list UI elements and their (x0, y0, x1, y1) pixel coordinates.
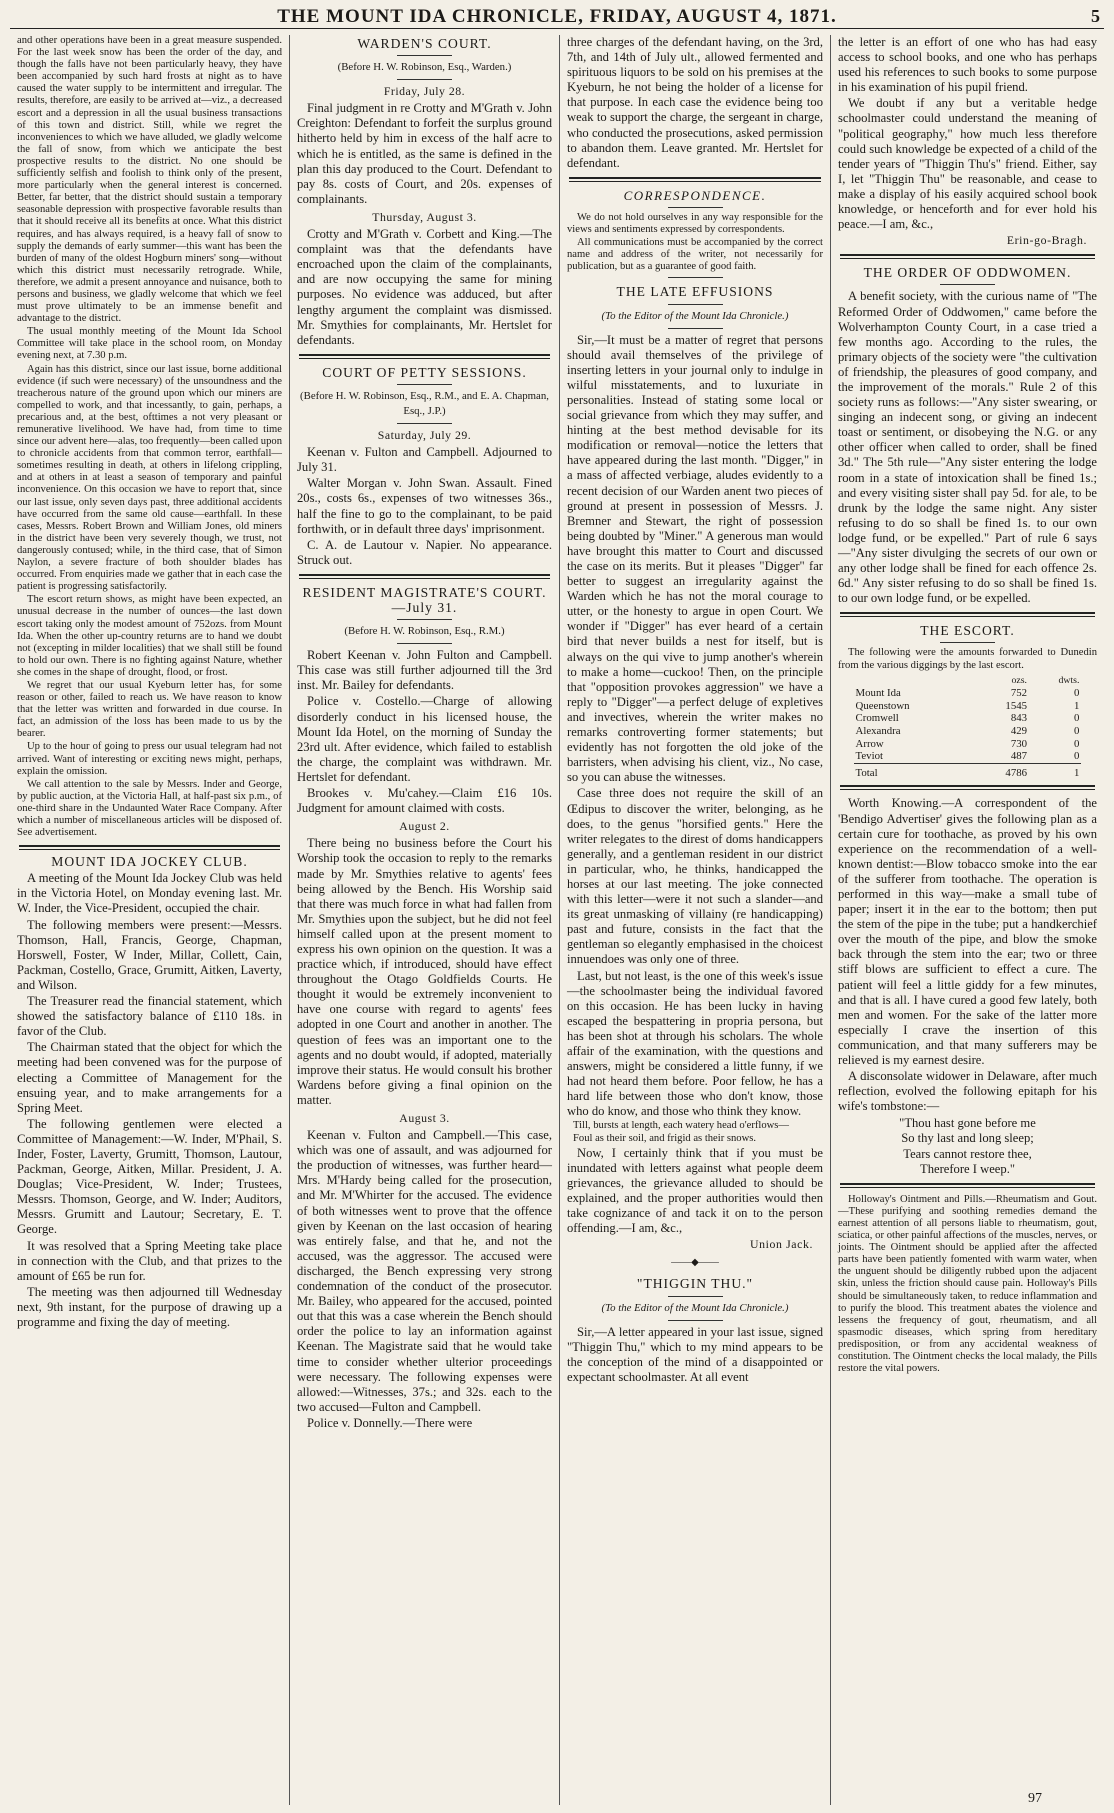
letter-paragraph: the letter is an effort of one who has had easy access to school books, and one who has perhaps used his references to such books to some purpose in his examination of his pupil friend. (838, 35, 1097, 95)
column-header-dwts: dwts. (1058, 674, 1080, 686)
poem-line: "Thou hast gone before me (899, 1116, 1036, 1131)
escort-table (854, 675, 1082, 780)
table-total-row (854, 763, 1082, 779)
thiggin-thu-heading: "THIGGIN THU." (636, 1276, 754, 1292)
escort-intro: The following were the amounts forwarded to Dunedin from the various diggings by the last escort. (838, 647, 1097, 671)
column-paragraph: We regret that our usual Kyeburn letter has, for some reason or other, failed to reach us. We have reason to know that the letter was written and forwarded in due course. In fact, an admission of the loss has been made to us by the bearer. (17, 679, 282, 740)
short-rule (668, 1320, 723, 1321)
column-1 (10, 35, 289, 1805)
ornament-divider: ——◆—— (671, 1257, 719, 1269)
court-paragraph: Robert Keenan v. John Fulton and Campbell. This case was still further adjourned till the 3rd inst. Mr. Bailey for defendants. (297, 648, 552, 693)
escort-ozs: 752 (1010, 687, 1028, 700)
court-date: Friday, July 28. (383, 84, 466, 99)
short-rule (668, 207, 723, 208)
article-paragraph: A disconsolate widower in Delaware, after much reflection, evolved the following epitaph for his wife's tombstone:— (838, 1069, 1097, 1114)
section-divider (840, 1183, 1095, 1188)
corner-mark: 97 (1028, 1791, 1042, 1806)
letter-paragraph: Now, I certainly think that if you must be inundated with letters against what people deem grievances, the grievance alluded to should be explained, and the proper authorities would then take cognizance of and tack it on to the person offending.—I am, &c., (567, 1145, 823, 1236)
escort-dwts: 0 (1074, 725, 1080, 738)
section-divider (840, 612, 1095, 617)
court-paragraph: Keenan v. Fulton and Campbell.—This case, which was one of assault, and was adjourned for the production of witnesses, was further heard—Mrs. M'Hardy being called for the prosecution, and Mr. M'Whirter for the accused. The evidence of both witnesses went to prove that the offence given by Keenan on the last occasion of hearing was entirely false, and that he, and not the accused, was the aggressor. The accused were discharged, the Bench expressing very strong condemnation of the conduct of the prosecutor. Mr. Bailey, who appeared for the accused, pointed out that this was a case wherein the Bench should order the police to lay an information against Keenan. The Magistrate said that he would take time to consider whether ulterior proceedings were necessary. The following expenses were allowed:—Witnesses, 37s.; and 32s. each to the two accused—Fulton and Campbell. (297, 1128, 552, 1414)
letter-paragraph: We doubt if any but a veritable hedge schoolmaster could understand the meaning of "political geography," how much less therefore could such knowledge be expected of a child of the tender years of "Thiggin Thu's" friend. Either, say I, let "Thiggin Thu" be reasonable, and cease to make a display of his easily acquired school book knowledge, or henceforth and for ever hold his peace.—I am, &c., (838, 96, 1097, 232)
advertisement-holloway: Holloway's Ointment and Pills.—Rheumatism and Gout.—These purifying and soothing remedies demand the earnest attention of all persons liable to rheumatism, gout, sciatica, or other painful affections of the muscles, nerves, or joints. The Ointment should be applied after the affected parts have been patiently fomented with warm water, when the unguent should be diligently rubbed upon the adjacent skin, unless the friction should cause pain. Holloway's Pills should be simultaneously taken, to reduce inflammation and to purify the blood. This treatment abates the violence and lessens the frequency of gout, rheumatism, and all spasmodic diseases, which spring from hereditary predisposition, or from any accidental weakness of constitution. The Ointment checks the local malady, the Pills restore the vital powers. (838, 1193, 1097, 1375)
letter-paragraph: Sir,—It must be a matter of regret that persons should avail themselves of the privilege of inserting letters in your journal only to indulge in wilful misstatements, and to luxuriate in personalities. Instead of stating some local or social grievance from which they may suffer, and hinting at the best method devisable for its modification or removal—notice the letters that have appeared during the last month. "Digger," in a mass of affected verbiage, aludes evidently to a recent decision of our Warden anent two pieces of ground at present in possession of Messrs. J. Bremner and Stewart, the right of possession being doubted by "Miner." A generous man would have brought this matter to Court and discussed the case on its merits. But it pleases "Digger" far better to suggest an irregularity against the Warden which he has not the moral courage to utter, or the honesty to argue in open Court. We wonder if "Digger" has ever heard of a certain bird that never builds a nest for itself, but is always on the qui vive to jump another's wherein to make a home—cuckoo! Then, on the principle that "opposition provokes aggression" we have a reply to "Digger"—a perfect deluge of expletives and invectives, wherein the writer makes no remarks controverting former statements; but evidently has not forgotten the old joke of the barristers, when advising his client, viz., No case, so you can abuse the witnesses. (567, 332, 823, 785)
resident-magistrate-subheading: (Before H. W. Robinson, Esq., R.M.) (344, 625, 505, 638)
short-rule (940, 642, 995, 643)
columns (10, 35, 1104, 1805)
poem-line: Therefore I weep." (920, 1161, 1015, 1176)
wardens-court-heading: WARDEN'S COURT. (357, 36, 492, 51)
short-rule (668, 1296, 723, 1297)
column-paragraph: The escort return shows, as might have been expected, an unusual decrease in the number of ounces—the last down escort taking only the modest amount of 752ozs. from Mount Ida. When the other up-country returns are to hand we doubt not (excepting in milder localities) that we shall still be found to hold our own. There is no fighting against Nature, whether she comes in the shape of drought, flood, or frost. (17, 594, 282, 678)
letter-paragraph: Case three does not require the skill of an Œdipus to discover the writer, belonging, as he does, to the genus "horsified gents." Here the writer relegates to the direst of doms handicappers generally, and a gentleman resident in our district in particular, who, he thinks, handicapped the horses at our last meeting. The joke connected with this letter—were it not such a slander—and its great unmasking of villainy (re handicapping) past and future, consists in the fact that the gentleman so elegantly emphasised in the choicest innuendoes was only one of three. (567, 786, 823, 967)
court-paragraph: Final judgment in re Crotty and M'Grath v. John Creighton: Defendant to forfeit the surplus ground hitherto held by him in excess of the half acre to which he is entitled, as the same is defined in the plan this day produced to the Court. Defendant to pay 8s. costs of Court, and 20s. expenses of complainants. (297, 101, 552, 206)
court-date: August 3. (399, 1111, 450, 1125)
table-header-row (854, 675, 1082, 688)
short-rule (668, 304, 723, 305)
column-3 (559, 35, 830, 1805)
letter-paragraph: Last, but not least, is the one of this week's issue—the schoolmaster being the individual favored on this occasion. He has been lucky in having escaped the bespattering in propria persona, but has been shot at through his scholars. The whole affair of the examination, with the questions and answers, might be considered a little funny, if we had not heard them before. Poor fellow, he has a hard life between those who don't know, those who do know, and those who think they know. (567, 968, 823, 1119)
jockey-paragraph: It was resolved that a Spring Meeting take place in connection with the Club, and that prizes to the amount of £65 be run for. (17, 1238, 282, 1283)
letter-quote: Till, bursts at length, each watery head o'erflows— Foul as their soil, and frigid as their snows. (573, 1120, 789, 1144)
table-row (854, 750, 1082, 763)
escort-place: Teviot (855, 750, 883, 763)
short-rule (397, 55, 452, 56)
section-divider (840, 785, 1095, 790)
oddwomen-heading: THE ORDER OF ODDWOMEN. (863, 265, 1072, 281)
escort-ozs: 429 (1010, 725, 1028, 738)
escort-place: Alexandra (855, 725, 901, 738)
escort-ozs: 843 (1010, 712, 1028, 725)
escort-place: Cromwell (855, 712, 899, 725)
petty-sessions-heading: COURT OF PETTY SESSIONS. (322, 364, 527, 380)
escort-dwts: 0 (1074, 737, 1080, 750)
masthead (10, 6, 1104, 29)
table-row (854, 687, 1082, 700)
escort-total-dwts: 1 (1029, 763, 1081, 779)
section-divider (19, 845, 280, 850)
jockey-paragraph: The meeting was then adjourned till Wednesday next, 9th instant, for the purpose of drawing up a programme and fixing the day of meeting. (17, 1284, 282, 1329)
escort-ozs: 730 (1010, 737, 1028, 750)
escort-dwts: 0 (1074, 687, 1080, 700)
short-rule (397, 384, 452, 385)
table-row (854, 738, 1082, 751)
article-paragraph: A benefit society, with the curious name of "The Reformed Order of Oddwomen," came before the Wolverhampton County Court, in a case tried a few months ago. According to the rules, the primary objects of the society were "the cultivation of friendship, the pleasures of good company, and the improvement of the morals." Rule 2 of this society runs as follows:—"Any sister swearing, or singing an indecent song, or giving an indecent toast or sentiment, or disobeying the N.G. or any other officer when called to order, shall be fined 3d." The 5th rule—"Any sister entering the lodge room in a state of intoxication shall be fined 1s.; and every visiting sister shall pay 5d. for ale, to be drunk by the lodge the same night. Any sister refusing to do so shall be fined 1s. to our own lodge fund, or be expelled." Part of rule 6 says—"Any sister divulging the secrets of our own or any other lodge shall be fined for each offence 2s. 6d." Any sister refusing to do so shall be fined 1s. to our own lodge fund, or be expelled. (838, 289, 1097, 606)
section-divider (299, 574, 550, 579)
section-divider (569, 177, 821, 182)
escort-dwts: 0 (1074, 712, 1080, 725)
poem-line: So thy last and long sleep; (901, 1131, 1034, 1146)
letter-paragraph: Sir,—A letter appeared in your last issue, signed "Thiggin Thu," which to my mind appears to be the conception of the mind of a disappointed or expectant schoolmaster. At all event (567, 1324, 823, 1384)
page-number: 5 (1091, 6, 1100, 26)
correspondence-heading: CORRESPONDENCE. (623, 187, 767, 203)
court-paragraph: There being no business before the Court his Worship took the occasion to reply to the remarks made by Mr. Smythies relative to agents' fees being allowed by the Bench. His Worship said that there was much force in what had fallen from Mr. Smythies upon the subject, but he did not feel himself called upon at the present moment to express his own opinion on the question. It was a practice which, if introduced, should have effect throughout the Otago Goldfields Courts. He thought it would be extremely inconvenient to have one course with regard to agents' fees adopted in one Court and another in another. The question of fees was an important one to the agents and no doubt would, if adopted, materially improve their status. He would consult his brother Wardens before giving a final opinion on the matter. (297, 836, 552, 1107)
section-divider (299, 354, 550, 359)
court-date: Thursday, August 3. (372, 209, 477, 224)
court-paragraph: three charges of the defendant having, on the 3rd, 7th, and 14th of July ult., allowed fermented and spirituous liquors to be sold on his premises at the Kyeburn, he not being the holder of a license for that purpose. In each case the evidence being too weak to support the charge, the sergeant in charge, who conducted the prosecutions, asked permission to abandon them. Leave granted. Mr. Hertslet for defendant. (567, 35, 823, 170)
escort-total-label: Total (854, 763, 976, 779)
jockey-paragraph: The Chairman stated that the object for which the meeting had been convened was for the purpose of electing a Committee of Management for the ensuing year, and to make arrangements for a Spring Meet. (17, 1040, 282, 1115)
escort-dwts: 0 (1074, 750, 1080, 763)
short-rule (397, 79, 452, 80)
escort-place: Mount Ida (855, 687, 901, 700)
escort-ozs: 1545 (1005, 699, 1028, 712)
column-paragraph: The usual monthly meeting of the Mount Ida School Committee will take place in the school room, on Monday evening next, at 7.30 p.m. (17, 326, 282, 362)
letter-signature: Erin-go-Bragh. (1006, 233, 1087, 248)
column-paragraph: Again has this district, since our last issue, borne additional evidence (if such were necessary) of the unsoundness and the treacherous nature of the ground upon which our miners are compelled to work, and that incessantly, to gain, perhaps, a precarious and, at the best, ofttimes a not very pleasant or remunerative livelihood. We have had, from time to time since our advent here—alas, too frequently—been called upon to chronicle accidents from that common terror, earthfall—sometimes resulting in death, at others in lifelong crippling, and at others in at least a season of temporary and painful inconvenience. On this occasion we have to report that, since our last issue, only seven days past, three additional accidents have occurred from the same old cause—earthfall. In these cases, Messrs. Robert Brown and William Jones, old miners in the district have been very severely though, we trust, not dangerously contused; while, in the third case, that of Simon Naylon, a severe fracture of both shoulder blades has occurred. From enquiries made we gather that in each case the patient is progressing satisfactorily. (17, 363, 282, 593)
short-rule (397, 619, 452, 620)
jockey-paragraph: The following members were present:—Messrs. Thomson, Hall, Francis, George, Chapman, Horswell, Foster, W Inder, Millar, Collett, Cain, Packman, Costello, Grace, Grumitt, Aitken, Laverty, and Wilson. (17, 917, 282, 992)
court-paragraph: Police v. Costello.—Charge of allowing disorderly conduct in his licensed house, the Mount Ida Hotel, on the morning of Sunday the 23rd ult. After evidence, which failed to establish the charge, the complaint was withdrawn. Mr. Hertslet for defendant. (297, 694, 552, 784)
court-paragraph: Keenan v. Fulton and Campbell. Adjourned to July 31. (297, 445, 552, 475)
letter-address: (To the Editor of the Mount Ida Chronicle.) (601, 309, 789, 322)
article-paragraph: Worth Knowing.—A correspondent of the 'Bendigo Advertiser' gives the following plan as a certain cure for toothache, as proved by his own experience on the recommendation of a well-known dentist:—Blow tobacco smoke into the ear of the sufferer from toothache. The operation is performed in this way—make a small tube of paper; insert it in the ear to the bottom; then put the stem of the pipe in the tube; put a handkerchief over the mouth of the pipe, and blow the smoke back through the stem into the ear; two or three stiff blows are sufficient to effect a cure. The patient will feel a little giddy for a few minutes, and that is all. I have cured a good few lately, both men and women. For the sake of the latter more especially I crave the insertion of this communication, and that many sufferers may be relieved is my earnest desire. (838, 796, 1097, 1067)
court-date: August 2. (399, 819, 450, 834)
correspondence-note: All communications must be accompanied by the correct name and address of the writer, not necessarily for publication, but as a guarantee of good faith. (567, 237, 823, 273)
court-date: Saturday, July 29. (377, 428, 472, 443)
jockey-paragraph: The following gentlemen were elected a Committee of Management:—W. Inder, M'Phail, S. Inder, Foster, Laverty, Grumitt, Thomson, Lautour, Packman, George, Aitken, Millar. President, J. A. Douglas; Vice-President, W. Inder; Trustees, Messrs. Thomson, George, and W. Inder; Auditors, Messrs. Grumitt and Lautour; Secretary, E. T. George. (17, 1116, 282, 1237)
resident-magistrate-heading: RESIDENT MAGISTRATE'S COURT.—July 31. (302, 584, 547, 615)
court-paragraph: Brookes v. Mu'cahey.—Claim £16 10s. Judgment for amount claimed with costs. (297, 786, 552, 816)
table-row (854, 725, 1082, 738)
short-rule (940, 284, 995, 285)
late-effusions-heading: THE LATE EFFUSIONS (616, 284, 774, 300)
jockey-club-heading: MOUNT IDA JOCKEY CLUB. (51, 854, 248, 870)
jockey-paragraph: A meeting of the Mount Ida Jockey Club was held in the Victoria Hotel, on Monday evening last. Mr. W. Inder, the Vice-President, occupied the chair. (17, 871, 282, 916)
column-4 (830, 35, 1104, 1805)
short-rule (668, 277, 723, 278)
court-paragraph: Police v. Donnelly.—There were (307, 1415, 473, 1430)
column-paragraph: Up to the hour of going to press our usual telegram had not arrived. Want of interesting or exciting news might, perhaps, explain the omission. (17, 741, 282, 777)
escort-heading: THE ESCORT. (920, 623, 1015, 639)
court-paragraph: Walter Morgan v. John Swan. Assault. Fined 20s., costs 6s., expenses of two witnesses 36s., half the fine to go to the complainant, to be paid forthwith, or in default three days' imprisonment. (297, 476, 552, 536)
letter-address: (To the Editor of the Mount Ida Chronicle.) (601, 1301, 789, 1314)
column-header-ozs: ozs. (1011, 674, 1028, 686)
wardens-court-subheading: (Before H. W. Robinson, Esq., Warden.) (337, 61, 512, 74)
short-rule (668, 328, 723, 329)
column-2 (289, 35, 559, 1805)
correspondence-note: We do not hold ourselves in any way responsible for the views and sentiments expressed by correspondents. (567, 211, 823, 236)
masthead-title: THE MOUNT IDA CHRONICLE, FRIDAY, AUGUST 4, 1871. (277, 6, 837, 27)
escort-place: Queenstown (855, 699, 910, 712)
petty-sessions-subheading: (Before H. W. Robinson, Esq., R.M., and E. A. Chapman, Esq., J.P.) (300, 389, 549, 417)
table-row (854, 700, 1082, 713)
table-row (854, 712, 1082, 725)
escort-place: Arrow (855, 737, 884, 750)
column-paragraph: and other operations have been in a great measure suspended. For the last week snow has been the order of the day, and though the falls have not been particularly heavy, they have been accompanied by such hard frosts at night as to have caused the water supply to be intermittent and irregular. The results, therefore, are easily to be arrived at—viz., a decreased escort and a depression in all the usual business transactions of this town and district. Still, while we regret the inconveniences to which we have alluded, we gladly welcome the fall of snow, from which we anticipate the best prospective results to the district. No one should be sufficiently selfish and foolish to think only of the present, more particularly when the general interest is concerned. Better, far better, that the district should sustain a temporary seasonable depression with prospective favorable results than that it should receive all its benefits at once. What this district requires, and has always required, is a heavy fall of snow to supply the demands of early summer—this want has been the burden of many of the oldest Hogburn miners' song—without which this district must necessarily retrograde. While, therefore, we admit a present annoyance and nuisance, both to persons and business, we gladly welcome that which we feel must prove ultimately to be an immense benefit and advantage to the district. (17, 35, 282, 325)
escort-total-ozs: 4786 (975, 763, 1029, 779)
escort-dwts: 1 (1074, 699, 1080, 712)
short-rule (397, 423, 452, 424)
court-paragraph: Crotty and M'Grath v. Corbett and King.—The complaint was that the defendants have encroached upon the claim of the complainants, and are now occupying the same for mining purposes. No evidence was adduced, but after lengthy argument the complaint was dismissed. Mr. Smythies for complainants, Mr. Hertslet for defendants. (297, 227, 552, 347)
short-rule (397, 643, 452, 644)
letter-signature: Union Jack. (750, 1237, 813, 1252)
court-paragraph: C. A. de Lautour v. Napier. No appearance. Struck out. (297, 537, 552, 567)
escort-ozs: 487 (1010, 750, 1028, 763)
jockey-paragraph: The Treasurer read the financial statement, which showed the satisfactory balance of £110 18s. in favor of the Club. (17, 994, 282, 1039)
section-divider (840, 254, 1095, 259)
column-paragraph: We call attention to the sale by Messrs. Inder and George, by public auction, at the Victoria Hall, at half-past six p.m., of one-third share in the Undaunted Water Race Company. After which a number of miscellaneous articles will be disposed of. See advertisement. (17, 778, 282, 839)
poem-line: Tears cannot restore thee, (903, 1146, 1032, 1161)
epitaph-poem (838, 1116, 1097, 1176)
